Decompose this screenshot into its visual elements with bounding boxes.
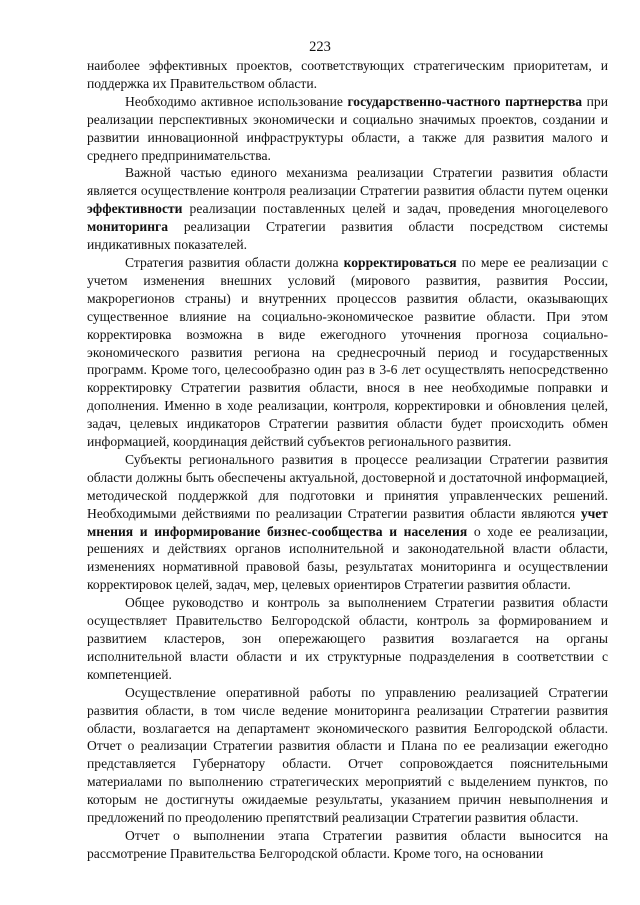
text-run: реализации Стратегии развития области посредством системы индикативных показателей. bbox=[87, 219, 608, 253]
paragraph bbox=[87, 594, 608, 684]
text-run: реализации поставленных целей и задач, проведения многоцелевого bbox=[182, 201, 608, 217]
paragraph bbox=[87, 164, 608, 254]
text-run: Отчет о выполнении этапа Стратегии развития области выносится на рассмотрение Правительства Белгородской области. Кроме того, на основании bbox=[87, 827, 608, 861]
paragraph bbox=[87, 827, 608, 863]
text-run: по мере ее реализации с учетом изменения внешних условий (мирового развития, развития России, макрорегионов страны) и внутренних процессов развития области, оказывающих существенное влияние на социально-экономическое развитие области. При этом корректировка возможна в виде ежегодного уточнения прогноза социально-экономического развития региона на среднесрочный период и государственных программ. Кроме того, целесообразно один раз в 3-6 лет осуществлять непосредственно корректировку Стратегии развития области, внося в нее необходимые поправки и дополнения. Именно в ходе реализации, контроля, корректировки и обновления целей, задач, целевых индикаторов Стратегии развития области будет происходить обмен информацией, координация действий субъектов регионального развития. bbox=[87, 254, 608, 450]
emphasis-text: учет мнения и информирование бизнес-сообщества и населения bbox=[87, 505, 608, 539]
emphasis-text: корректироваться bbox=[343, 254, 457, 270]
text-run: при реализации перспективных экономически и социально значимых проектов, создании и развитии инновационной инфраструктуры области, а также для развития малого и среднего предпринимательства. bbox=[87, 93, 608, 163]
text-run: Осуществление оперативной работы по управлению реализацией Стратегии развития области, в том числе ведение мониторинга реализации Стратегии развития области, возлагается на департамент экономического развития Белгородской области. Отчет о реализации Стратегии развития области и Плана по ее реализации ежегодно представляется Губернатору области. Отчет сопровождается пояснительными материалами по выполнению стратегических мероприятий с выделением пунктов, по которым не достигнуты ожидаемые результаты, указанием причин невыполнения и предложений по преодолению препятствий реализации Стратегии развития области. bbox=[87, 684, 608, 826]
paragraph bbox=[87, 254, 608, 451]
page-number: 223 bbox=[309, 39, 331, 55]
paragraph bbox=[87, 684, 608, 827]
text-run: Необходимо активное использование bbox=[125, 93, 348, 109]
text-run: Стратегия развития области должна bbox=[125, 254, 344, 270]
text-run: наиболее эффективных проектов, соответствующих стратегическим приоритетам, и поддержка их Правительством области. bbox=[87, 58, 608, 91]
text-run: о ходе ее реализации, решениях и действиях органов исполнительной и законодательной власти области, изменениях нормативной правовой базы, результатах мониторинга и осуществлении корректировок целей, задач, мер, целевых ориентиров Стратегии развития области. bbox=[87, 523, 608, 593]
text-run: Субъекты регионального развития в процессе реализации Стратегии развития области должны быть обеспечены актуальной, достоверной и достаточной информацией, методической поддержкой для подготовки и принятия управленческих решений. Необходимыми действиями по реализации Стратегии развития области являются bbox=[87, 451, 608, 521]
paragraph bbox=[87, 57, 608, 93]
text-run: Общее руководство и контроль за выполнением Стратегии развития области осуществляет Правительство Белгородской области, контроль за формированием и развитием кластеров, зон опережающего развития возлагается на органы исполнительной власти области и их структурные подразделения в соответствии с компетенцией. bbox=[87, 595, 608, 682]
text-run: Важной частью единого механизма реализации Стратегии развития области является осуществление контроля реализации Стратегии развития области путем оценки bbox=[87, 165, 608, 199]
paragraph bbox=[87, 451, 608, 594]
emphasis-text: государственно-частного партнерства bbox=[347, 93, 583, 109]
emphasis-text: мониторинга bbox=[87, 219, 169, 235]
paragraph bbox=[87, 93, 608, 165]
emphasis-text: эффективности bbox=[87, 201, 183, 217]
body-text bbox=[87, 57, 608, 863]
